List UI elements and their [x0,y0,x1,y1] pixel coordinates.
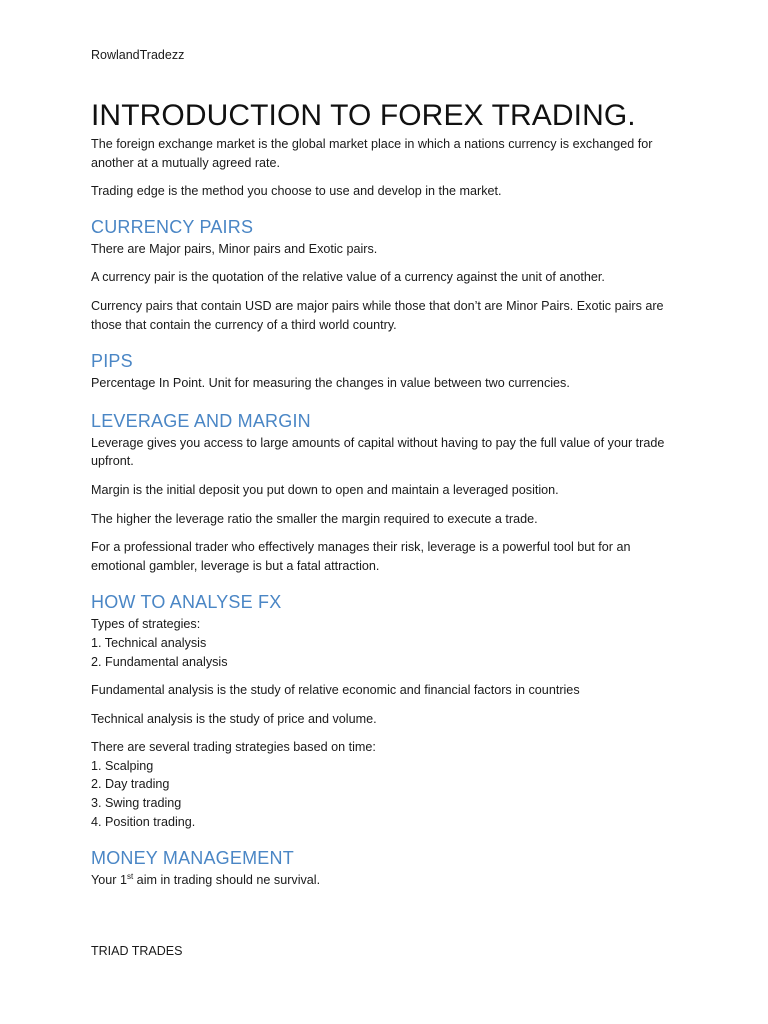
currency-pairs-paragraph-2: A currency pair is the quotation of the relative value of a currency against the unit of another. [91,270,605,285]
list-item: 2. Day trading [91,777,170,792]
list-item: 2. Fundamental analysis [91,654,228,669]
document-title: INTRODUCTION TO FOREX TRADING. [91,99,636,132]
page-header: RowlandTradezz [91,48,185,62]
heading-leverage-margin: LEVERAGE AND MARGIN [91,410,311,431]
pips-paragraph-1: Percentage In Point. Unit for measuring the changes in value between two currencies. [91,376,570,391]
page-footer: TRIAD TRADES [91,944,183,958]
intro-paragraph-2: Trading edge is the method you choose to use and develop in the market. [91,184,502,199]
time-strategies-label: There are several trading strategies based on time: [91,740,376,755]
leverage-paragraph-4: For a professional trader who effectively manages their risk, leverage is a powerful tool but for an emotional gambler, leverage is but a fatal attraction. [91,540,631,573]
money-management-paragraph [91,871,681,890]
technical-analysis-paragraph: Technical analysis is the study of price and volume. [91,711,377,726]
heading-how-to-analyse: HOW TO ANALYSE FX [91,592,282,613]
list-item: 4. Position trading. [91,814,196,829]
money-text-before: Your 1 [91,873,127,888]
leverage-paragraph-2: Margin is the initial deposit you put down to open and maintain a leveraged position. [91,482,559,497]
heading-currency-pairs: CURRENCY PAIRS [91,216,254,237]
leverage-paragraph-1: Leverage gives you access to large amounts of capital without having to pay the full value of your trade upfront. [91,435,665,469]
currency-pairs-paragraph-3: Currency pairs that contain USD are major pairs while those that don’t are Minor Pairs. Exotic pairs are those that contain the currency of a third world country. [91,298,664,332]
heading-pips: PIPS [91,351,133,372]
list-item: 3. Swing trading [91,796,182,811]
list-item: 1. Scalping [91,758,154,773]
currency-pairs-paragraph-1: There are Major pairs, Minor pairs and Exotic pairs. [91,241,378,256]
leverage-paragraph-3: The higher the leverage ratio the smaller the margin required to execute a trade. [91,511,538,526]
money-text-superscript: st [126,872,134,882]
time-strategies-list [91,738,681,831]
money-text-after: aim in trading should ne survival. [133,873,321,888]
document-body [91,96,681,890]
intro-paragraph-1: The foreign exchange market is the global market place in which a nations currency is exchanged for another at a mutually agreed rate. [91,137,653,170]
fundamental-analysis-paragraph: Fundamental analysis is the study of relative economic and financial factors in countries [91,683,580,698]
strategy-types-label: Types of strategies: [91,617,201,632]
strategy-types-list [91,615,681,671]
heading-money-management: MONEY MANAGEMENT [91,848,294,869]
list-item: 1. Technical analysis [91,635,207,650]
